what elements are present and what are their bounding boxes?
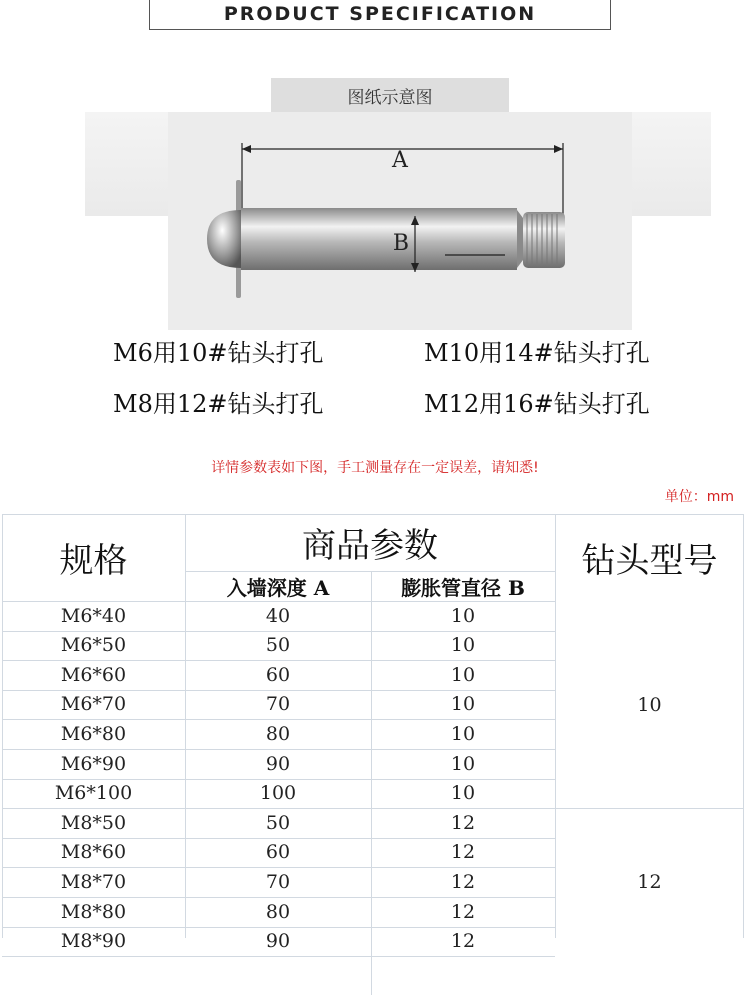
table-line xyxy=(555,808,744,809)
table-cell-diameter: 10 xyxy=(450,722,476,745)
table-cell-depth: 80 xyxy=(265,900,291,923)
table-cell-diameter: 12 xyxy=(450,811,476,834)
col-header-diameter: 膨胀管直径 B xyxy=(401,575,525,600)
table-cell-depth: 60 xyxy=(265,663,291,686)
table-cell-spec: M6*40 xyxy=(60,604,127,627)
table-cell-diameter: 10 xyxy=(450,693,476,716)
table-cell-spec: M6*90 xyxy=(60,752,127,775)
unit-label: 单位：mm xyxy=(664,489,734,505)
col-header-drill: 钻头型号 xyxy=(581,541,718,581)
table-cell-depth: 90 xyxy=(265,752,291,775)
dim-a-arrow-right xyxy=(554,145,563,153)
bolt-cone xyxy=(517,210,523,268)
table-line xyxy=(2,514,744,515)
measurement-note: 详情参数表如下图，手工测量存在一定误差，请知悉! xyxy=(211,460,539,476)
table-cell-diameter: 10 xyxy=(450,604,476,627)
table-cell-depth: 90 xyxy=(265,930,291,953)
dim-a-label: A xyxy=(392,148,408,173)
spec-table xyxy=(2,514,744,953)
dim-b-label: B xyxy=(392,231,410,256)
caption-m12: M12用16#钻头打孔 xyxy=(424,390,650,418)
table-cell-spec: M8*50 xyxy=(60,811,127,834)
table-cell-spec: M8*70 xyxy=(60,870,127,893)
table-cell-diameter: 12 xyxy=(450,870,476,893)
table-cell-diameter: 10 xyxy=(450,634,476,657)
table-cell-depth: 40 xyxy=(265,604,291,627)
table-cell-spec: M6*80 xyxy=(60,722,127,745)
bolt-head xyxy=(207,210,241,268)
col-header-depth: 入墙深度 A xyxy=(226,575,330,600)
table-cell-depth: 80 xyxy=(265,722,291,745)
table-cell-spec: M8*90 xyxy=(60,930,127,953)
knurl-lines xyxy=(527,214,557,266)
table-cell-spec: M6*60 xyxy=(60,663,127,686)
table-cell-diameter: 12 xyxy=(450,841,476,864)
table-cell-spec: M6*70 xyxy=(60,693,127,716)
drawing-tab: 图纸示意图 xyxy=(271,78,509,112)
dim-a-arrow-left xyxy=(242,145,251,153)
caption-m8: M8用12#钻头打孔 xyxy=(113,390,324,418)
table-cell-drill: 12 xyxy=(637,871,662,894)
table-cell-diameter: 12 xyxy=(450,900,476,923)
table-cell-depth: 70 xyxy=(265,870,291,893)
col-header-spec: 规格 xyxy=(59,541,128,581)
table-cell-diameter: 10 xyxy=(450,782,476,805)
table-cell-depth: 60 xyxy=(265,841,291,864)
header-banner xyxy=(149,0,611,30)
table-cell-drill: 10 xyxy=(637,693,662,716)
bolt-knurl xyxy=(523,212,565,268)
table-cell-diameter: 10 xyxy=(450,752,476,775)
col-header-group: 商品参数 xyxy=(302,526,438,566)
table-cell-depth: 50 xyxy=(265,811,291,834)
table-cell-depth: 100 xyxy=(259,782,297,805)
bolt-sleeve xyxy=(241,208,517,270)
caption-m10: M10用14#钻头打孔 xyxy=(424,339,650,367)
table-cell-spec: M6*100 xyxy=(54,782,133,805)
table-cell-diameter: 12 xyxy=(450,930,476,953)
product-figure xyxy=(85,78,711,330)
header-title: PRODUCT SPECIFICATION xyxy=(223,2,537,25)
table-cell-depth: 50 xyxy=(265,634,291,657)
caption-m6: M6用10#钻头打孔 xyxy=(113,339,324,367)
table-line xyxy=(2,956,555,957)
table-cell-spec: M8*80 xyxy=(60,900,127,923)
table-cell-diameter: 10 xyxy=(450,663,476,686)
table-cell-spec: M6*50 xyxy=(60,634,127,657)
table-cell-spec: M8*60 xyxy=(60,841,127,864)
anchor-bolt-drawing xyxy=(85,78,711,330)
table-line xyxy=(185,571,555,572)
table-cell-depth: 70 xyxy=(265,693,291,716)
